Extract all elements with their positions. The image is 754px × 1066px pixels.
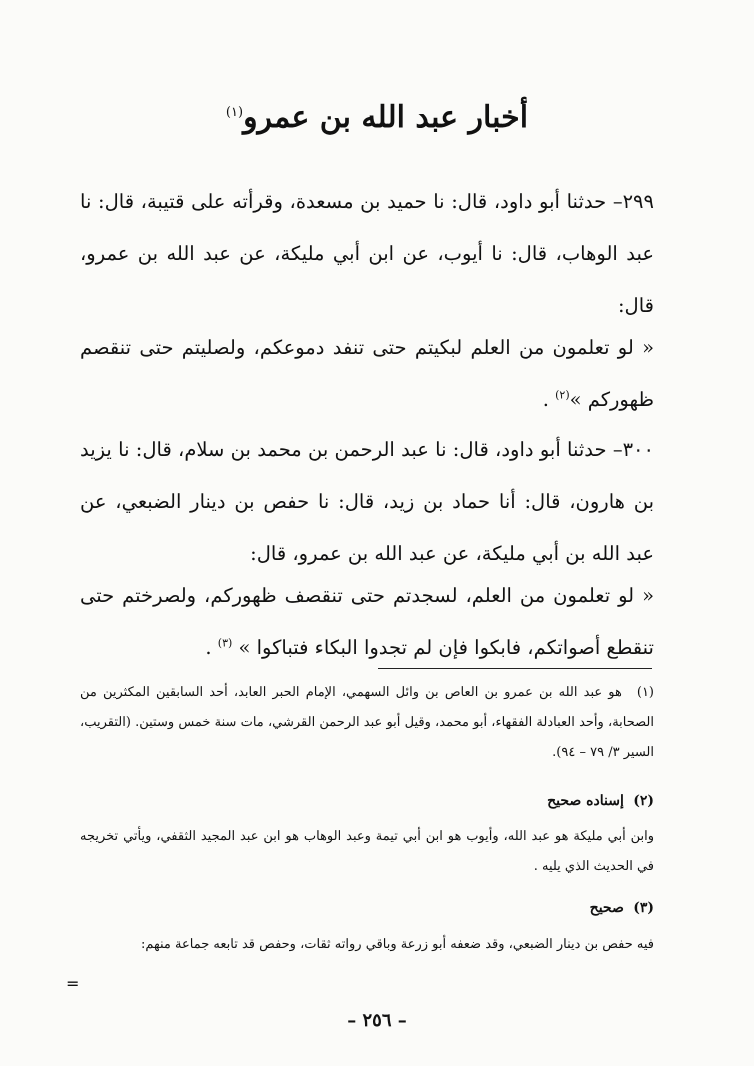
hadith-299-matn [80,322,654,426]
hadith-300-end: . [205,636,218,659]
footnote-1-para [80,678,654,768]
footnote-3-text: فيه حفص بن دينار الضبعي، وقد ضعفه أبو زرعة وباقي رواته ثقات، وحفص قد تابعه جماعة منهم: [140,937,654,952]
hadith-300-matn-text: « لو تعلمون من العلم، لسجدتم حتى تنقصف ظهوركم، ولصرختم حتى تنقطع أصواتكم، فابكوا فإن لم تجدوا البكاء فتباكوا » [80,584,654,659]
footnote-3-heading-text: صحيح [589,900,624,916]
page-number: – ٢٥٦ – [347,1010,407,1031]
footnote-2-text: وابن أبي مليكة هو عبد الله، وأيوب هو ابن أبي تيمة وعبد الوهاب هو ابن عبد المجيد الثقفي، ويأتي تخريجه في الحديث الذي يليه . [80,829,654,874]
footnote-ref-2: (٢) [555,388,570,402]
hadith-299-matn-text: « لو تعلمون من العلم لبكيتم حتى تنفد دموعكم، ولصليتم حتى تنقصم ظهوركم » [80,336,654,411]
hadith-299-isnad [80,176,654,332]
chapter-title [0,100,754,135]
footnote-3-body [80,930,654,960]
footnote-2-heading-text: إسناده صحيح [547,793,624,809]
margin-mark: = [66,974,80,993]
footnote-2-heading [80,786,654,817]
footnote-2-number: (٢) [633,793,654,809]
hadith-299-matn-para [80,322,654,426]
footnote-3-number: (٣) [633,900,654,916]
footnote-1-text: هو عبد الله بن عمرو بن العاص بن وائل السهمي، الإمام الحبر العابد، أحد السابقين المكثرين من الصحابة، وأحد العبادلة الفقهاء، أبو محمد، وقيل أبو عبد الرحمن القرشي، مات سنة خمس وستين. (التقريب، السير ٣/ ٧٩ – ٩٤). [80,685,654,760]
hadith-300-matn [80,570,654,674]
footnote-1 [80,678,654,768]
footnote-3-heading-para [80,893,654,924]
chapter-title-text: أخبار عبد الله بن عمرو [243,100,529,135]
footnote-ref-3: (٣) [217,636,233,650]
hadith-300-isnad-text: ٣٠٠– حدثنا أبو داود، قال: نا عبد الرحمن بن محمد بن سلام، قال: نا يزيد بن هارون، قال: أنا حماد بن زيد، قال: نا حفص بن دينار الضبعي، عن عبد الله بن أبي مليكة، عن عبد الله بن عمرو، قال: [80,438,654,565]
footnote-ref-1: (١) [225,105,244,120]
hadith-300-matn-para [80,570,654,674]
footnote-3-heading [80,893,654,924]
footnote-separator [378,668,652,669]
footnote-2-heading-para [80,786,654,817]
footnote-2-body [80,822,654,882]
hadith-299-isnad-text: ٢٩٩– حدثنا أبو داود، قال: نا حميد بن مسعدة، وقرأته على قتيبة، قال: نا عبد الوهاب، قال: نا أيوب، عن ابن أبي مليكة، عن عبد الله بن عمرو، قال: [80,190,654,317]
footnote-1-number: (١) [636,685,654,700]
hadith-300-isnad [80,424,654,580]
hadith-299-end: . [542,388,556,411]
